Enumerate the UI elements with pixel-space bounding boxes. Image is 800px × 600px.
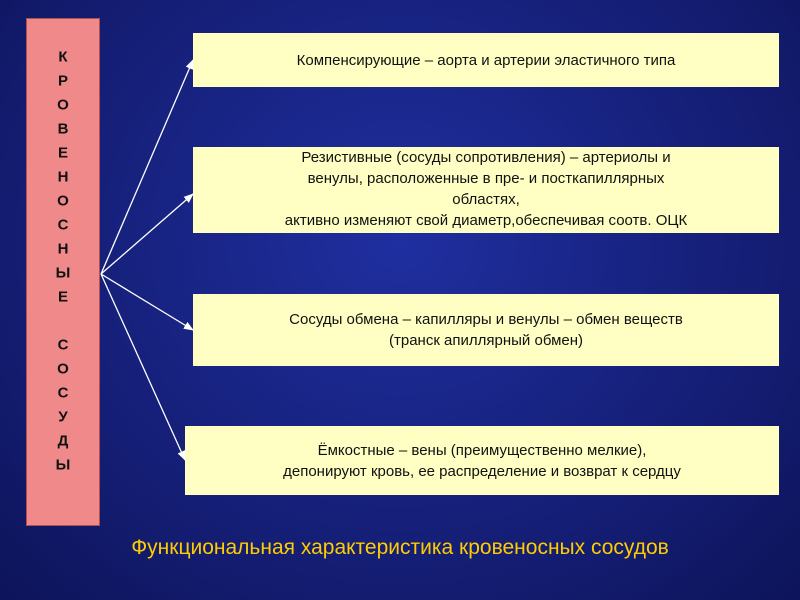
card-line: областях, <box>452 191 520 208</box>
vertical-label-letter: Е <box>57 288 68 306</box>
vertical-label-letter: У <box>58 408 68 426</box>
vertical-label-letter: В <box>57 120 69 138</box>
vertical-label-letter: Д <box>57 432 69 450</box>
vertical-label-letter: С <box>57 384 69 402</box>
card-line: Сосуды обмена – капилляры и венулы – обмен веществ <box>289 311 683 328</box>
connector-arrow-3 <box>101 274 193 330</box>
card-exchange <box>193 294 779 366</box>
vertical-label-letter: Ы <box>55 456 71 474</box>
vertical-label-letter: С <box>57 216 69 234</box>
vertical-label-letter: Н <box>57 168 69 186</box>
card-line: активно изменяют свой диаметр,обеспечивая соотв. ОЦК <box>284 212 688 229</box>
connector-arrow-1 <box>101 60 193 274</box>
vertical-label-letter: О <box>57 360 69 378</box>
card-line: Ёмкостные – вены (преимущественно мелкие), <box>317 441 647 459</box>
vertical-label-letter: К <box>58 48 68 66</box>
vertical-label-letter: Е <box>57 144 68 162</box>
card-resistive <box>193 147 779 233</box>
vertical-label-letter: Ы <box>55 264 71 282</box>
vertical-label-letter: С <box>57 336 69 354</box>
connector-arrow-4 <box>101 274 185 460</box>
card-line: депонируют кровь, ее распределение и возврат к сердцу <box>283 462 681 480</box>
card-compensating <box>193 33 779 87</box>
card-line: (транск апиллярный обмен) <box>388 332 584 349</box>
card-line: Резистивные (сосуды сопротивления) – артериолы и <box>301 149 671 166</box>
vertical-label-letter: О <box>57 192 69 210</box>
vertical-label-letter: Н <box>57 240 69 258</box>
vertical-label-letter: Р <box>57 72 68 90</box>
card-line: Компенсирующие – аорта и артерии эластичного типа <box>296 51 676 69</box>
vertical-label-letter: О <box>57 96 69 114</box>
card-line: венулы, расположенные в пре- и посткапиллярных <box>307 170 665 187</box>
card-capacitive <box>185 426 779 495</box>
connector-arrow-2 <box>101 194 193 274</box>
slide-title: Функциональная характеристика кровеносных сосудов <box>131 536 669 559</box>
